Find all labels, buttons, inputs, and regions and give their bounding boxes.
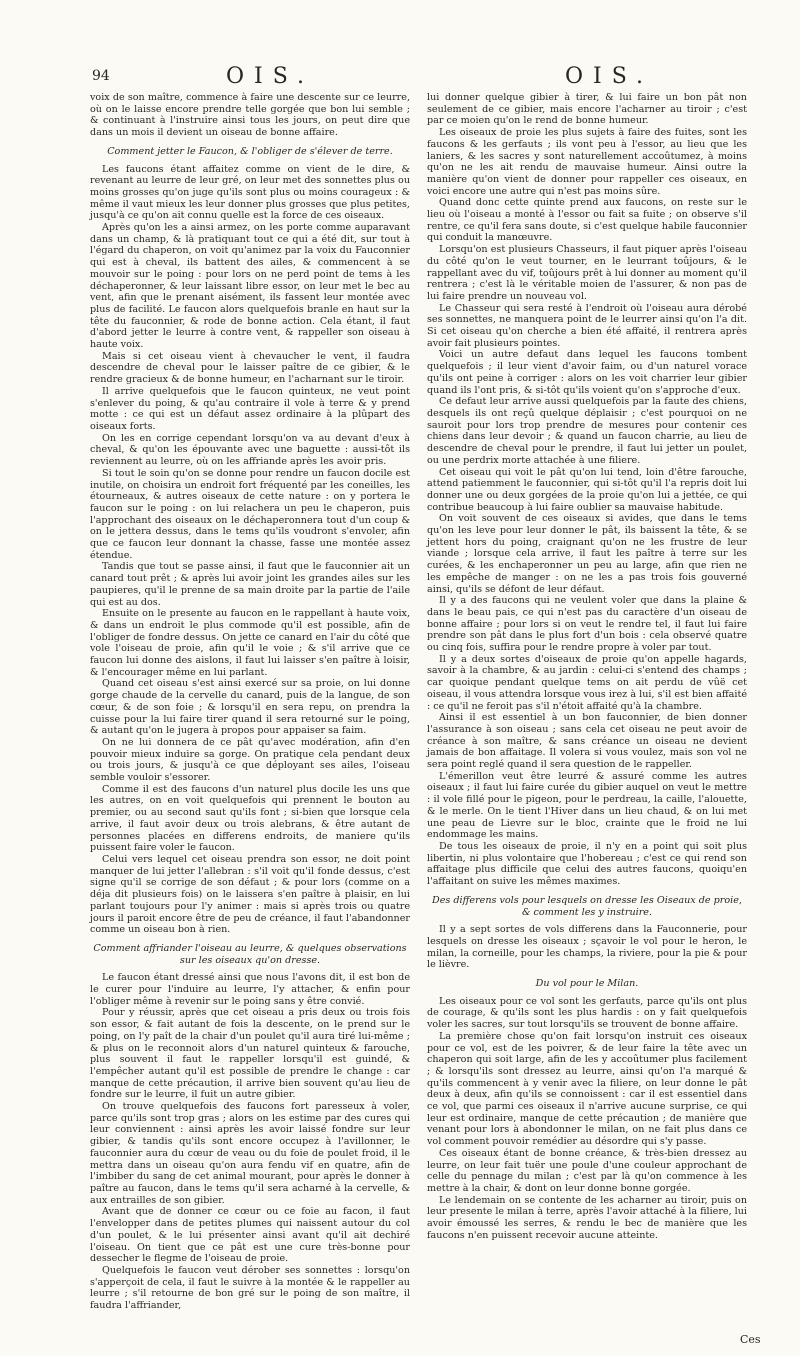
left-column: [90, 92, 410, 1312]
paragraph: La première chose qu'on fait lorsqu'on instruit ces oiseaux pour ce vol, est de les poivrer, & de leur faire la tête avec un chaperon qui soit large, afin de les y accoûtumer plus facilement ; & lorsqu'ils sont dressez au leurre, ainsi qu'on l'a marqué & qu'ils commencent à y venir avec la filiere, on leur donne le pât deux à deux, afin qu'ils se connoissent : car il est essentiel dans ce vol, que parmi ces oiseaux il n'arrive aucune surprise, ce qui leur est ordinaire, manque de cette précaution ; de manière que venant pour lors à abondonner le milan, on ne fait plus dans ce vol comment pouvoir remédier au désordre qui s'y passe.: [427, 1030, 747, 1148]
paragraph: Le Chasseur qui sera resté à l'endroit où l'oiseau aura dérobé ses sonnettes, ne manquera point de le leurrer ainsi qu'on l'a dit. Si cet oiseau qu'on cherche a bien été affaité, il rentrera après avoir fait plusieurs pointes.: [427, 302, 747, 349]
paragraph: Le lendemain on se contente de les acharner au tiroir, puis on leur presente le milan à terre, après l'avoir attaché à la filiere, lui avoir émoussé les serres, & rendu le bec de manière que les faucons n'en puissent recevoir aucune atteinte.: [427, 1194, 747, 1241]
paragraph: On voit souvent de ces oiseaux si avides, que dans le tems qu'on les leve pour leur donner le pât, ils baissent la tête, & se jettent hors du poing, craignant qu'on ne les frustre de leur viande ; lorsque cela arrive, il faut les paître à terre sur les curées, & les enchaperonner un peu au large, afin que rien ne les empêche de manger : on ne les a pas trois fois gouverné ainsi, qu'ils se défont de leur défaut.: [427, 513, 747, 595]
running-head-left: OIS.: [226, 64, 315, 89]
paragraph: Lorsqu'on est plusieurs Chasseurs, il faut piquer après l'oiseau du côté qu'on le veut tourner, en le leurrant toûjours, & le rappellant avec du vif, toûjours prêt à lui donner au moment qu'il rentrera ; c'est là le véritable moien de l'assurer, & non pas de lui faire prendre un nouveau vol.: [427, 244, 747, 302]
paragraph: Ainsi il est essentiel à un bon fauconnier, de bien donner l'assurance à son oiseau ; sans cela cet oiseau ne peut avoir de créance à son maître, & sans créance un oiseau ne devient jamais de bon affaitage. Il volera si vous voulez, mais son vol ne sera point reglé quand il sera question de le rappeller.: [427, 712, 747, 771]
paragraph: voix de son maître, commence à faire une descente sur ce leurre, où on le laisse encore prendre telle gorgée que bon lui semble ; & continuant à l'instruire ainsi tous les jours, on peut dire que dans un mois il devient un oiseau de bonne affaire.: [90, 92, 410, 139]
paragraph: L'émerillon veut être leurré & assuré comme les autres oiseaux ; il faut lui faire curée du gibier auquel on veut le mettre : il vole fillé pour le pigeon, pour le perdreau, la caille, l'alouette, & le merle. On le tient l'Hiver dans un lieu chaud, & on lui met une peau de Lievre sur le bloc, crainte que le froid ne lui endommage les mains.: [427, 770, 747, 841]
section-heading: Comment jetter le Faucon, & l'obliger de s'élever de terre.: [107, 145, 393, 157]
catchword: Ces: [740, 1333, 761, 1346]
paragraph: Tandis que tout se passe ainsi, il faut que le fauconnier ait un canard tout prêt ; & après lui avoir joint les grandes ailes sur les paupieres, qu'il le prenne de sa main droite par la partie de l'aile qui est au dos.: [90, 561, 410, 608]
paragraph: Si tout le soin qu'on se donne pour rendre un faucon docile est inutile, on choisira un endroit fort fréquenté par les coneilles, les étourneaux, & autres oiseaux de cette nature : on y portera le faucon sur le poing : on lui relachera un peu le chaperon, puis l'approchant des oiseaux on le déchaperonnera tout d'un coup & on le jettera dessus, dans le tems qu'ils voudront s'envoler, afin que ce faucon leur donnant la chasse, fasse une montée assez étendue.: [90, 467, 410, 561]
paragraph: On trouve quelquefois des faucons fort paresseux à voler, parce qu'ils sont trop gras ; alors on les estime par des cures qui leur conviennent : ainsi après les avoir laissé fondre sur leur gibier, & tandis qu'ils sont encore occupez à l'avillonner, le fauconnier aura du cœur de veau ou du foie de poulet froid, il le mettra dans un oiseau qu'on aura fendu vif en quatre, afin de l'imbiber du sang de cet animal mourant, pour après le donner à paître au faucon, dans le tems qu'il sera acharné à la cervelle, & aux entrailles de son gibier.: [90, 1101, 410, 1206]
paragraph: Il arrive quelquefois que le faucon quinteux, ne veut point s'enlever du poing, & qu'au contraire il vole à terre & y prend motte : ce qui est un défaut assez ordinaire à la plûpart des oiseaux forts.: [90, 385, 410, 432]
paragraph: Il y a deux sortes d'oiseaux de proie qu'on appelle hagards, savoir à la chambre, & au jardin : celui-ci s'entend des champs ; car quoique pendant quelque tems on ait perdu de vûë cet oiseau, il vous attendra lorsque vous irez à lui, s'il est bien affaité : ce qu'il ne feroit pas s'il n'étoit affaité qu'à la chambre.: [427, 653, 747, 712]
paragraph: lui donner quelque gibier à tirer, & lui faire un bon pât non seulement de ce gibier, mais encore l'acharner au tiroir ; c'est par ce moien qu'on le rend de bonne humeur.: [427, 92, 747, 127]
paragraph: Ensuite on le presente au faucon en le rappellant à haute voix, & dans un endroit le plus commode qu'il est possible, afin de l'obliger de fondre dessus. On jette ce canard en l'air du côté que vole l'oiseau de proie, afin qu'il le voie ; & s'il arrive que ce faucon lui donne des aislons, il faut lui laisser s'en paître à loisir, & l'encourager même en lui parlant.: [90, 608, 410, 678]
paragraph: Il y a des faucons qui ne veulent voler que dans la plaine & dans le beau pais, ce qui n'est pas du caractère d'un oiseau de bonne affaire ; pour lors si on veut le rendre tel, il faut lui faire prendre son pât dans le plus fort d'un bois : cela observé quatre ou cinq fois, suffira pour le rendre propre à voler par tout.: [427, 595, 747, 654]
page-header: [0, 64, 800, 92]
paragraph: Les oiseaux pour ce vol sont les gerfauts, parce qu'ils ont plus de courage, & qu'ils sont les plus hardis : on y fait quelquefois voler les sacres, sur tout lorsqu'ils se trouvent de bonne affaire.: [427, 995, 747, 1031]
paragraph: Mais si cet oiseau vient à chevaucher le vent, il faudra descendre de cheval pour le laisser paître de ce gibier, & le rendre gracieux & de bonne humeur, en l'acharnant sur le tiroir.: [90, 350, 410, 386]
right-column: [427, 92, 747, 1242]
paragraph: Le faucon étant dressé ainsi que nous l'avons dit, il est bon de le curer pour l'induire au leurre, l'y attacher, & enfin pour l'obliger même à revenir sur le poing sans y être convié.: [90, 972, 410, 1007]
paragraph: Comme il est des faucons d'un naturel plus docile les uns que les autres, on en voit quelquefois qui prennent le bouton au premier, ou au second saut qu'ils font ; si-bien que lorsque cela arrive, il faut avoir deux ou trois alebrans, & être autant de personnes placées en differens endroits, de maniere qu'ils puissent faire voler le faucon.: [90, 783, 410, 854]
paragraph: Il y a sept sortes de vols differens dans la Fauconnerie, pour lesquels on dresse les oiseaux ; sçavoir le vol pour le heron, le milan, la corneille, pour les champs, la riviere, pour la pie & pour le lièvre.: [427, 924, 747, 971]
paragraph: Voici un autre defaut dans lequel les faucons tombent quelquefois ; il leur vient d'avoir faim, ou d'un naturel vorace qu'ils ont peine à corriger : alors on les voit charrier leur gibier quand ils l'ont pris, & si-tôt qu'ils voient qu'on s'approche d'eux.: [427, 349, 747, 396]
paragraph: Quand donc cette quinte prend aux faucons, on reste sur le lieu où l'oiseau a monté à l'essor ou fait sa fuite ; on observe s'il rentre, ce qu'il fera sans doute, si c'est quelque habile fauconnier qui conduit la manœuvre.: [427, 197, 747, 244]
paragraph: On les en corrige cependant lorsqu'on va au devant d'eux à cheval, & qu'on les épouvante avec une baguette : aussi-tôt ils reviennent au leurre, où on les affriande après les avoir pris.: [90, 432, 410, 468]
paragraph: Les faucons étant affaitez comme on vient de le dire, & revenant au leurre de leur gré, on leur met des sonnettes plus ou moins grosses qu'on juge qu'ils sont plus ou moins courageux : & même il vaut mieux les leur donner plus grosses que plus petites, jusqu'à ce qu'on ait connu quelle est la force de ces oiseaux.: [90, 163, 410, 222]
section-heading: Comment affriander l'oiseau au leurre, & quelques observations sur les oiseaux qu'on dresse.: [93, 942, 407, 966]
section-heading: Des differens vols pour lesquels on dresse les Oiseaux de proie, & comment les y instruire.: [432, 894, 742, 918]
paragraph: De tous les oiseaux de proie, il n'y en a point qui soit plus libertin, ni plus volontaire que l'hobereau ; c'est ce qui rend son affaitage plus difficile que celui des autres faucons, quoiqu'en l'affaitant on suive les mêmes maximes.: [427, 841, 747, 888]
paragraph: Avant que de donner ce cœur ou ce foie au facon, il faut l'envelopper dans de petites plumes qui naissent autour du col d'un poulet, & le lui présenter ainsi avant qu'il ait dechiré l'oiseau. On tient que ce pât est une cure très-bonne pour dessecher le flegme de l'oiseau de proie.: [90, 1206, 410, 1265]
paragraph: Cet oiseau qui voit le pât qu'on lui tend, loin d'être farouche, attend patiemment le fauconnier, qui si-tôt qu'il l'a repris doit lui donner une ou deux gorgées de la proie qu'on lui a jettée, ce qui contribue beaucoup à lui faire oublier sa mauvaise habitude.: [427, 466, 747, 513]
paragraph: Ce defaut leur arrive aussi quelquefois par la faute des chiens, desquels ils ont reçû quelque déplaisir ; c'est pourquoi on ne sauroit pour lors trop prendre de mesures pour contenir ces chiens dans leur devoir ; & quand un faucon charrie, au lieu de descendre de cheval pour le prendre, il faut lui jetter un poulet, ou une perdrix morte attachée à une filiere.: [427, 396, 747, 466]
section-heading: Du vol pour le Milan.: [535, 978, 639, 990]
paragraph: Ces oiseaux étant de bonne créance, & très-bien dressez au leurre, on leur fait tuër une poule d'une couleur approchant de celle du pennage du milan ; c'est par là qu'on commence à les mettre à la chair, & dont on leur donne bonne gorgée.: [427, 1147, 747, 1194]
paragraph: Pour y réussir, après que cet oiseau a pris deux ou trois fois son essor, & fait autant de fois la descente, on le prend sur le poing, on l'y paît de la chair d'un poulet qu'il aura tiré lui-même ; & plus on le reconnoit alors d'un naturel quinteux & farouche, plus souvent il faut le rappeller lorsqu'il est guindé, & l'empêcher autant qu'il est possible de prendre le change : car manque de cette précaution, il arrive bien souvent qu'au lieu de fondre sur le leurre, il fuit un autre gibier.: [90, 1007, 410, 1101]
paragraph: Quand cet oiseau s'est ainsi exercé sur sa proie, on lui donne gorge chaude de la cervelle du canard, puis de la langue, de son cœur, & de son foie ; & lorsqu'il en sera repu, on prendra la cuisse pour la lui faire tirer quand il sera retourné sur le poing, & autant qu'on le jugera à propos pour appaiser sa faim.: [90, 678, 410, 737]
paragraph: Les oiseaux de proie les plus sujets à faire des fuites, sont les faucons & les gerfauts ; ils vont peu à l'essor, au lieu que les laniers, & les sacres y sont naturellement accoûtumez, à moins qu'on ne les ait rendu de mauvaise humeur. Ainsi outre la manière qu'on vient de donner pour rappeller ces oiseaux, en voici encore une autre qui n'est pas moins sûre.: [427, 127, 747, 197]
paragraph: Après qu'on les a ainsi armez, on les porte comme auparavant dans un champ, & là pratiquant tout ce qui a été dit, sur tout à l'égard du chaperon, on voit qu'animez par la voix du Fauconnier qui est à cheval, ils battent des ailes, & commencent à se mouvoir sur le poing : pour lors on ne perd point de tems à les déchaperonner, & leur laissant libre essor, on leur met le bec au vent, afin que le prenant aisément, ils fassent leur montée avec plus de facilité. Le faucon alors quelquefois branle en haut sur la tête du fauconnier, & rode de bonne action. Cela étant, il faut d'abord jetter le leurre à contre vent, & rappeller son oiseau à haute voix.: [90, 222, 410, 351]
paragraph: Celui vers lequel cet oiseau prendra son essor, ne doit point manquer de lui jetter l'allebran : s'il voit qu'il fonde dessus, c'est signe qu'il se corrige de son défaut ; & pour lors (comme on a déja dit plusieurs fois) on le laissera s'en paître à plaisir, en lui parlant toujours pour l'y animer : mais si après trois ou quatre jours il paroit encore être de peu de créance, il faut l'abandonner comme un oiseau bon à rien.: [90, 854, 410, 936]
page-number: 94: [92, 68, 110, 84]
paragraph: Quelquefois le faucon veut dérober ses sonnettes : lorsqu'on s'apperçoit de cela, il faut le suivre à la montée & le rappeller au leurre ; s'il retourne de bon gré sur le poing de son maître, il faudra l'affriander,: [90, 1264, 410, 1312]
paragraph: On ne lui donnera de ce pât qu'avec modération, afin d'en pouvoir mieux induire sa gorge. On pratique cela pendant deux ou trois jours, & jusqu'à ce que déployant ses ailes, l'oiseau semble vouloir s'essorer.: [90, 736, 410, 784]
running-head-right: OIS.: [565, 64, 654, 89]
